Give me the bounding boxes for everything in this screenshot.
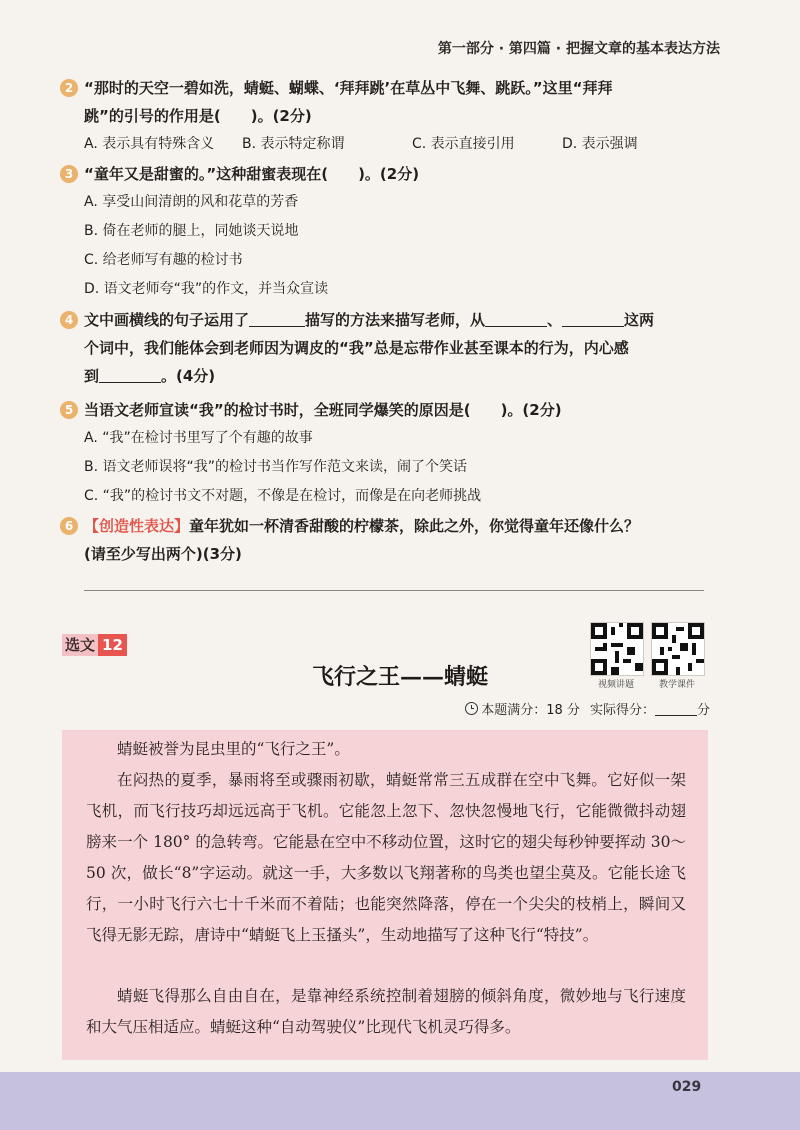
selection-badge-label: 选文 <box>62 634 98 656</box>
qr-label-courseware: 教学课件 <box>658 680 695 690</box>
answer-line[interactable] <box>84 590 704 591</box>
question-stem-continued: 个词中，我们能体会到老师因为调皮的“我”总是忘带作业甚至课本的行为，内心感 <box>84 339 629 357</box>
question-stem: 文中画横线的句子运用了 <box>84 311 250 329</box>
answer-blank[interactable] <box>485 312 547 327</box>
question-number-badge: 2 <box>60 79 78 97</box>
question-tag: 【创造性表达】 <box>84 517 190 535</box>
answer-blank[interactable] <box>249 312 305 327</box>
page-number: 029 <box>672 1079 702 1095</box>
question-4 <box>60 306 710 390</box>
qr-label-video: 视频讲题 <box>597 680 634 690</box>
actual-score-label: 实际得分： <box>589 703 655 718</box>
option-a[interactable]: A. “我”在检讨书里写了个有趣的故事 <box>84 430 313 446</box>
selection-badge <box>62 634 127 656</box>
page-header: 第一部分 · 第四篇 · 把握文章的基本表达方法 <box>437 41 720 57</box>
option-b[interactable]: B. 倚在老师的腿上，同她谈天说地 <box>84 223 299 239</box>
question-2 <box>60 74 710 159</box>
question-5 <box>60 396 710 511</box>
selection-badge-number: 12 <box>98 634 127 656</box>
question-stem: 。(4分) <box>161 367 216 385</box>
clock-icon <box>465 702 478 715</box>
question-stem: 、 <box>547 311 563 329</box>
option-d[interactable]: D. 语文老师夸“我”的作文，并当众宣读 <box>84 281 329 297</box>
question-stem: 童年犹如一杯清香甜酸的柠檬茶，除此之外，你觉得童年还像什么？ <box>189 517 640 535</box>
actual-score-input[interactable] <box>655 701 697 716</box>
passage-title: 飞行之王——蜻蜓 <box>311 664 488 690</box>
question-number-badge: 3 <box>60 165 78 183</box>
actual-score-unit: 分 <box>696 703 710 718</box>
passage-paragraph-1: 蜻蜓被誉为昆虫里的“飞行之王”。 <box>117 740 350 758</box>
question-stem: “那时的天空一碧如洗，蜻蜓、蝴蝶、‘拜拜跳’在草丛中飞舞、跳跃。”这里“拜拜 <box>84 79 613 97</box>
option-b[interactable]: B. 语文老师误将“我”的检讨书当作写作范文来读，闹了个笑话 <box>84 459 468 475</box>
question-stem: 这两 <box>624 311 655 329</box>
question-number-badge: 4 <box>60 311 78 329</box>
option-c[interactable]: C. 给老师写有趣的检讨书 <box>84 252 243 268</box>
option-c[interactable]: C. 表示直接引用 <box>412 136 515 152</box>
passage-paragraph-2: 在闷热的夏季，暴雨将至或骤雨初歇，蜻蜓常常三五成群在空中飞舞。它好似一架飞机，而飞行技巧却远远高于飞机。它能忽上忽下、忽快忽慢地飞行，它能微微抖动翅膀来一个 180° 的急转弯。它能悬在空中不移动位置，这时它的翅尖每秒钟要挥动 30～50 次，做长“8”字运动。就这一手，大多数以飞翔著称的鸟类也望尘莫及。它能长途飞行，一小时飞行六七十千米而不着陆；也能突然降落，停在一个尖尖的枝梢上，瞬间又飞得无影无踪，唐诗中“蜻蜓飞上玉搔头”，生动地描写了这种飞行“特技”。 <box>86 771 686 944</box>
score-bar <box>440 699 710 718</box>
question-3 <box>60 160 710 304</box>
passage-paragraph-3: 蜻蜓飞得那么自由自在，是靠神经系统控制着翅膀的倾斜角度，微妙地与飞行速度和大气压相适应。蜻蜓这种“自动驾驶仪”比现代飞机灵巧得多。 <box>86 987 686 1036</box>
option-a[interactable]: A. 表示具有特殊含义 <box>84 136 215 152</box>
answer-blank[interactable] <box>562 312 624 327</box>
question-stem-continued: 跳”的引号的作用是( )。(2分) <box>84 107 312 125</box>
question-6 <box>60 512 710 568</box>
qr-code-courseware[interactable] <box>651 622 705 676</box>
question-number-badge: 6 <box>60 517 78 535</box>
answer-blank[interactable] <box>99 368 161 383</box>
question-stem-continued: (请至少写出两个)(3分) <box>84 545 242 563</box>
full-score: 本题满分：18 分 <box>481 703 580 718</box>
option-row <box>60 130 710 159</box>
option-b[interactable]: B. 表示特定称谓 <box>242 136 345 152</box>
question-stem: 描写的方法来描写老师，从 <box>305 311 486 329</box>
question-number-badge: 5 <box>60 401 78 419</box>
option-d[interactable]: D. 表示强调 <box>562 136 638 152</box>
qr-code-video[interactable] <box>590 622 644 676</box>
option-c[interactable]: C. “我”的检讨书文不对题，不像是在检讨，而像是在向老师挑战 <box>84 488 482 504</box>
option-a[interactable]: A. 享受山间清朗的风和花草的芳香 <box>84 194 299 210</box>
question-stem: 到 <box>84 367 100 385</box>
question-stem: 当语文老师宣读“我”的检讨书时，全班同学爆笑的原因是( )。(2分) <box>84 401 562 419</box>
question-stem: “童年又是甜蜜的。”这种甜蜜表现在( )。(2分) <box>84 165 420 183</box>
